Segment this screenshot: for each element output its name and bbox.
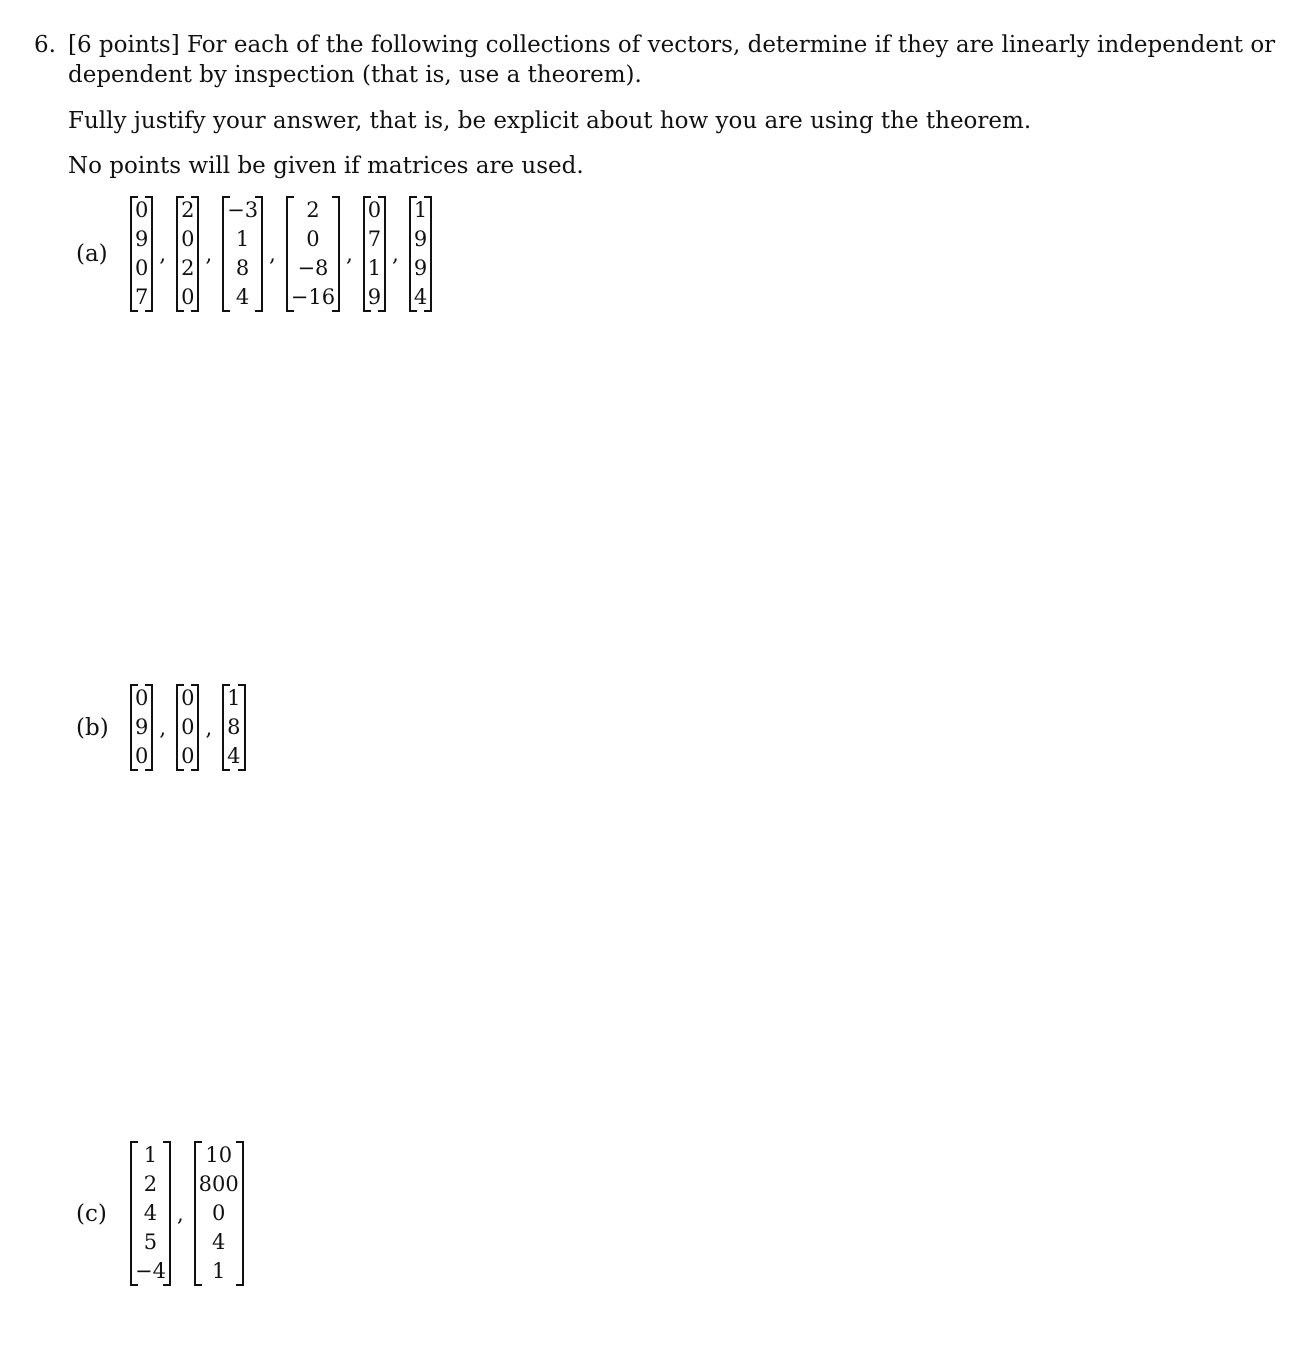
vector-entry: 4 — [235, 285, 250, 309]
vector-entry: 800 — [198, 1172, 239, 1196]
vector-entry: 10 — [205, 1143, 233, 1167]
part-b — [76, 684, 246, 771]
vector-entry: 1 — [413, 198, 428, 222]
vector-entry: 9 — [367, 285, 382, 309]
vector-entry: −3 — [227, 198, 259, 222]
vector-entry: 7 — [367, 227, 382, 251]
vector-entry: 9 — [135, 715, 149, 739]
column-vector — [286, 196, 340, 312]
column-vector — [176, 684, 199, 771]
vector-entry: 2 — [181, 256, 195, 280]
vector-separator: , — [176, 1201, 184, 1226]
vector-entry: −4 — [135, 1259, 166, 1283]
vector-entry: 0 — [181, 285, 195, 309]
question-header-line2: dependent by inspection (that is, use a theorem). — [68, 62, 642, 88]
vector-separator: , — [392, 242, 399, 266]
vector-entry: 1 — [227, 686, 241, 710]
vector-entry: −16 — [290, 285, 336, 309]
vector-entry: 2 — [306, 198, 320, 222]
vector-separator: , — [159, 715, 167, 740]
vector-separator: , — [159, 242, 167, 266]
vector-entry: 4 — [413, 285, 428, 309]
vector-entry: 8 — [235, 256, 250, 280]
vector-entry: 0 — [135, 686, 149, 710]
vector-entry: −8 — [297, 256, 329, 280]
vector-entry: 5 — [143, 1230, 158, 1254]
vector-entry: 0 — [135, 256, 149, 280]
vector-separator: , — [205, 242, 213, 266]
question-header-line1: [6 points] For each of the following collections of vectors, determine if they are linearly independent or — [68, 32, 1276, 58]
vector-entry: 9 — [413, 227, 428, 251]
vector-entry: 2 — [143, 1172, 158, 1196]
column-vector — [222, 196, 263, 312]
question-number: 6. — [34, 32, 56, 58]
vector-entry: 0 — [181, 715, 195, 739]
vector-entry: 0 — [181, 686, 195, 710]
vector-entry: 9 — [135, 227, 149, 251]
part-c — [76, 1141, 244, 1286]
part-label: (b) — [76, 714, 109, 741]
vector-entry: 8 — [227, 715, 241, 739]
vector-entry: 2 — [181, 198, 195, 222]
vector-separator: , — [269, 242, 276, 266]
vector-entry: 0 — [212, 1201, 226, 1225]
column-vector — [130, 196, 153, 312]
vector-entry: 0 — [135, 198, 149, 222]
part-label: (a) — [76, 241, 108, 267]
vector-entry: 0 — [181, 227, 195, 251]
part-label: (c) — [76, 1200, 107, 1227]
vector-separator: , — [346, 242, 353, 266]
vector-entry: 4 — [143, 1201, 158, 1225]
vector-entry: 0 — [367, 198, 382, 222]
vector-entry: 9 — [413, 256, 428, 280]
instruction-no-matrices: No points will be given if matrices are used. — [68, 153, 584, 179]
column-vector — [222, 684, 245, 771]
column-vector — [130, 1141, 171, 1286]
vector-separator: , — [205, 715, 213, 740]
column-vector — [176, 196, 199, 312]
vector-entry: 1 — [235, 227, 250, 251]
column-vector — [363, 196, 386, 312]
vector-entry: 4 — [227, 744, 241, 768]
vector-entry: 7 — [135, 285, 149, 309]
column-vector — [194, 1141, 244, 1286]
column-vector — [409, 196, 432, 312]
vector-entry: 4 — [212, 1230, 226, 1254]
vector-entry: 0 — [135, 744, 149, 768]
vector-entry: 0 — [306, 227, 320, 251]
vector-entry: 1 — [143, 1143, 158, 1167]
instruction-justify: Fully justify your answer, that is, be explicit about how you are using the theorem. — [68, 108, 1032, 134]
column-vector — [130, 684, 153, 771]
part-a — [76, 196, 432, 312]
vector-entry: 0 — [181, 744, 195, 768]
vector-entry: 1 — [367, 256, 382, 280]
vector-entry: 1 — [212, 1259, 226, 1283]
